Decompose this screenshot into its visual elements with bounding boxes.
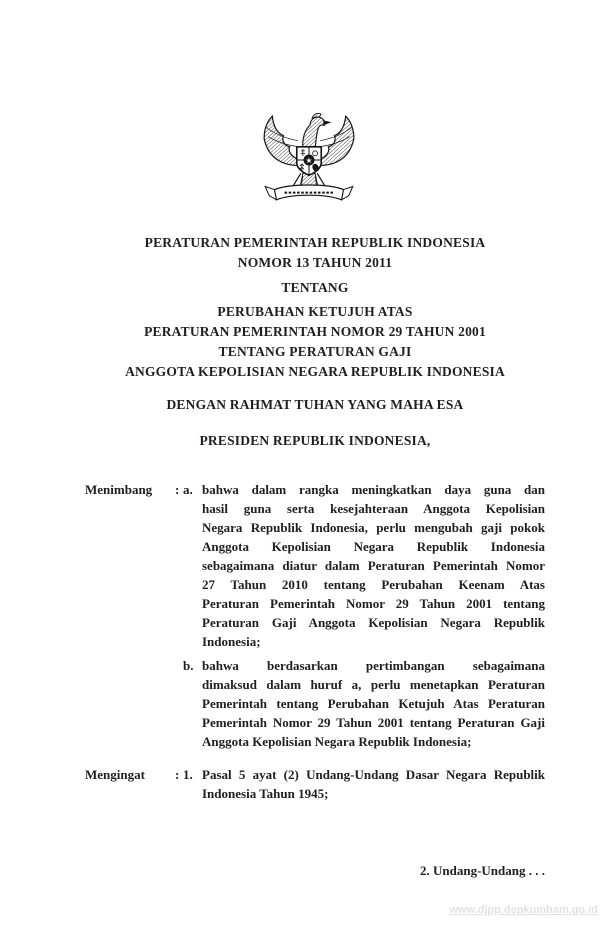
menimbang-label: Menimbang: [85, 482, 153, 497]
garuda-icon: [256, 112, 362, 206]
menimbang-items: [183, 480, 545, 751]
title-block: [85, 233, 545, 451]
mengingat-items: [183, 765, 545, 803]
mengingat-label: Mengingat: [85, 767, 145, 782]
authority-line: PRESIDEN REPUBLIK INDONESIA,: [199, 433, 431, 448]
garuda-pancasila-emblem: [256, 112, 362, 206]
mengingat-colon: :: [175, 767, 180, 782]
item-text: Pasal 5 ayat (2) Undang-Undang Dasar Negara Republik Indonesia Tahun 1945;: [202, 767, 545, 801]
regulation-number: NOMOR 13 TAHUN 2011: [237, 255, 393, 270]
svg-text:★: ★: [305, 156, 313, 166]
menimbang-colon: :: [175, 482, 180, 497]
regulation-subject: PERUBAHAN KETUJUH ATAS PERATURAN PEMERINTAH NOMOR 29 TAHUN 2001 TENTANG PERATURAN GAJI ANGGOTA KEPOLISIAN NEGARA REPUBLIK INDONESIA: [125, 304, 505, 379]
item-marker: b.: [183, 658, 194, 673]
menimbang-item-b: [183, 656, 545, 751]
page-catchword: 2. Undang-Undang . . .: [420, 863, 545, 878]
item-text: bahwa berdasarkan pertimbangan sebagaimana dimaksud dalam huruf a, perlu menetapkan Peraturan Pemerintah tentang Perubahan Ketujuh Atas Peraturan Pemerintah Nomor 29 Tahun 2001 tentang Peraturan Gaji Anggota Kepolisian Negara Republik Indonesia;: [202, 658, 545, 749]
preamble: [85, 480, 545, 803]
tentang-label: TENTANG: [281, 280, 349, 295]
item-marker: a.: [183, 482, 193, 497]
menimbang-section: [85, 480, 545, 751]
item-marker: 1.: [183, 767, 193, 782]
invocation-line: DENGAN RAHMAT TUHAN YANG MAHA ESA: [166, 397, 464, 412]
mengingat-item-1: [183, 765, 545, 803]
item-text: bahwa dalam rangka meningkatkan daya guna dan hasil guna serta kesejahteraan Anggota Kepolisian Negara Republik Indonesia, perlu mengubah gaji pokok Anggota Kepolisian Negara Republik Indonesia sebagaimana diatur dalam Peraturan Pemerintah Nomor 27 Tahun 2010 tentang Perubahan Keenam Atas Peraturan Pemerintah Nomor 29 Tahun 2001 tentang Peraturan Gaji Anggota Kepolisian Negara Republik Indonesia;: [202, 482, 545, 649]
watermark-url: www.djpp.depkumham.go.id: [449, 904, 598, 916]
regulation-title: PERATURAN PEMERINTAH REPUBLIK INDONESIA: [144, 235, 486, 250]
menimbang-item-a: [183, 480, 545, 651]
mengingat-section: [85, 765, 545, 803]
